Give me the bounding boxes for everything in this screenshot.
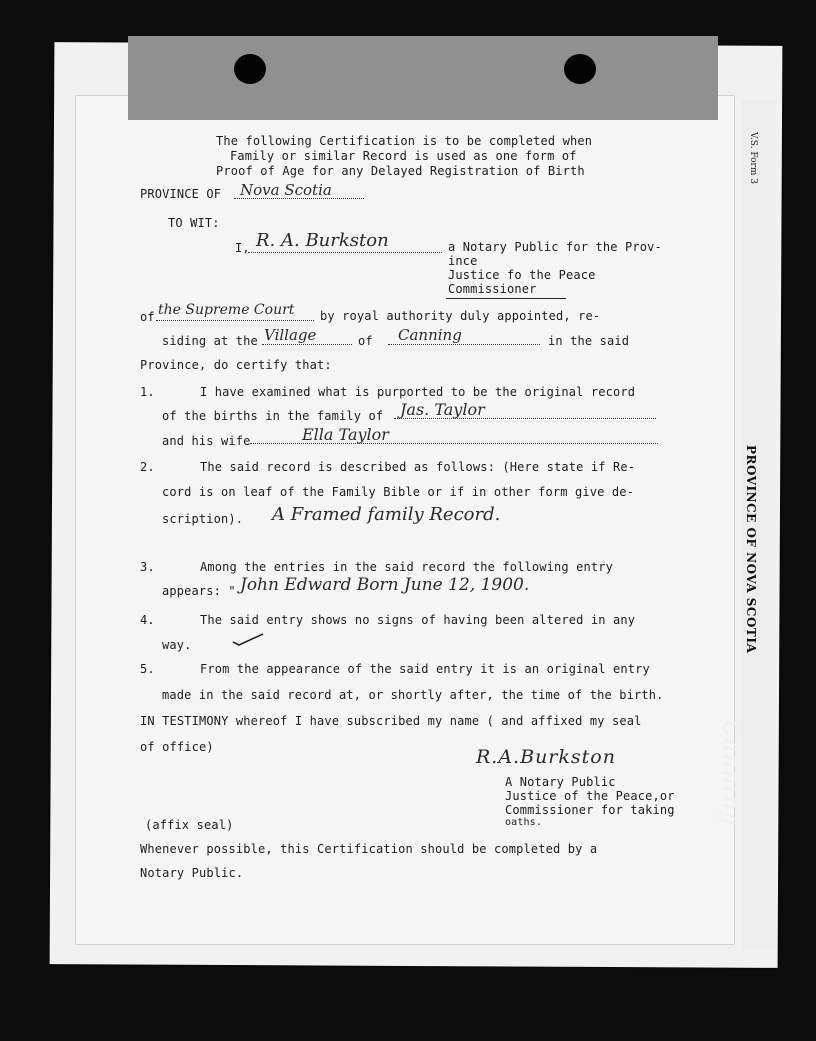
item-2-line-b: cord is on leaf of the Family Bible or if in other form give de-: [162, 485, 634, 499]
item-5-number: 5.: [140, 662, 155, 676]
item-2-line-a: The said record is described as follows: (Here state if Re-: [200, 460, 636, 474]
role-underline: [446, 298, 566, 299]
heading-line-1: The following Certification is to be completed when: [216, 134, 593, 148]
item-1-line-c: and his wife: [162, 434, 251, 448]
record-description: A Framed family Record.: [272, 504, 501, 525]
item-5-line-b: made in the said record at, or shortly after, the time of the birth.: [162, 688, 664, 702]
father-name: Jas. Taylor: [400, 400, 485, 419]
role-line-3: Justice fo the Peace: [448, 268, 596, 282]
footer-line-b: Notary Public.: [140, 866, 244, 880]
heading-line-3: Proof of Age for any Delayed Registration of Birth: [216, 164, 585, 178]
item-5-line-a: From the appearance of the said entry it is an original entry: [200, 662, 650, 676]
residing-value: Village: [264, 326, 317, 344]
margin-handwritten-note: Canning: [718, 720, 743, 828]
role-line-4: Commissioner: [448, 282, 537, 296]
binder-tab: [128, 36, 718, 120]
mother-name: Ella Taylor: [302, 425, 389, 444]
signature-role-1: A Notary Public: [505, 775, 616, 789]
province-dots: [234, 198, 364, 199]
punch-hole-right: [564, 54, 596, 84]
mother-name-dots: [250, 443, 658, 444]
checkmark-icon: [232, 632, 264, 646]
of-value: the Supreme Court: [158, 302, 295, 318]
item-3-number: 3.: [140, 560, 155, 574]
form-number: V.S. Form 3: [748, 132, 758, 184]
signature-role-2: Justice of the Peace,or: [505, 789, 675, 803]
father-name-dots: [394, 418, 656, 419]
item-1-number: 1.: [140, 385, 155, 399]
in-said-text: in the said: [548, 334, 630, 348]
of-label: of: [140, 310, 155, 324]
item-4-line-a: The said entry shows no signs of having been altered in any: [200, 613, 636, 627]
role-line-1: a Notary Public for the Prov-: [448, 240, 662, 254]
place-dots: [388, 344, 540, 345]
signature: R.A.Burkston: [476, 746, 616, 768]
entry-value: John Edward Born June 12, 1900.: [240, 575, 530, 595]
signature-role-4: oaths.: [505, 817, 543, 828]
testimony-line-a: IN TESTIMONY whereof I have subscribed my name ( and affixed my seal: [140, 714, 642, 728]
province-value: Nova Scotia: [240, 181, 332, 199]
i-label: I,: [235, 241, 250, 255]
to-wit-label: TO WIT:: [168, 216, 220, 230]
of-value-dots: [156, 320, 314, 321]
testimony-line-b: of office): [140, 740, 214, 754]
of-text: of: [358, 334, 373, 348]
appointed-text: by royal authority duly appointed, re-: [320, 309, 601, 323]
place-value: Canning: [398, 326, 462, 344]
item-4-line-b: way.: [162, 638, 192, 652]
item-4-number: 4.: [140, 613, 155, 627]
punch-hole-left: [234, 54, 266, 84]
item-1-line-b: of the births in the family of: [162, 409, 384, 423]
item-3-line-b: appears: ": [162, 584, 236, 598]
certify-text: Province, do certify that:: [140, 358, 332, 372]
heading-line-2: Family or similar Record is used as one form of: [230, 149, 577, 163]
affix-seal: (affix seal): [145, 818, 234, 832]
residing-text: siding at the: [162, 334, 258, 348]
official-name-dots: [248, 252, 442, 253]
official-name: R. A. Burkston: [256, 230, 389, 251]
province-label: PROVINCE OF: [140, 187, 222, 201]
residing-dots: [262, 344, 352, 345]
item-3-line-a: Among the entries in the said record the following entry: [200, 560, 613, 574]
footer-line-a: Whenever possible, this Certification should be completed by a: [140, 842, 598, 856]
item-2-number: 2.: [140, 460, 155, 474]
item-1-line-a: I have examined what is purported to be the original record: [200, 385, 636, 399]
province-vertical-title: PROVINCE OF NOVA SCOTIA: [744, 445, 758, 654]
role-line-2: ince: [448, 254, 478, 268]
signature-role-3: Commissioner for taking: [505, 803, 675, 817]
item-2-line-c: scription).: [162, 512, 244, 526]
